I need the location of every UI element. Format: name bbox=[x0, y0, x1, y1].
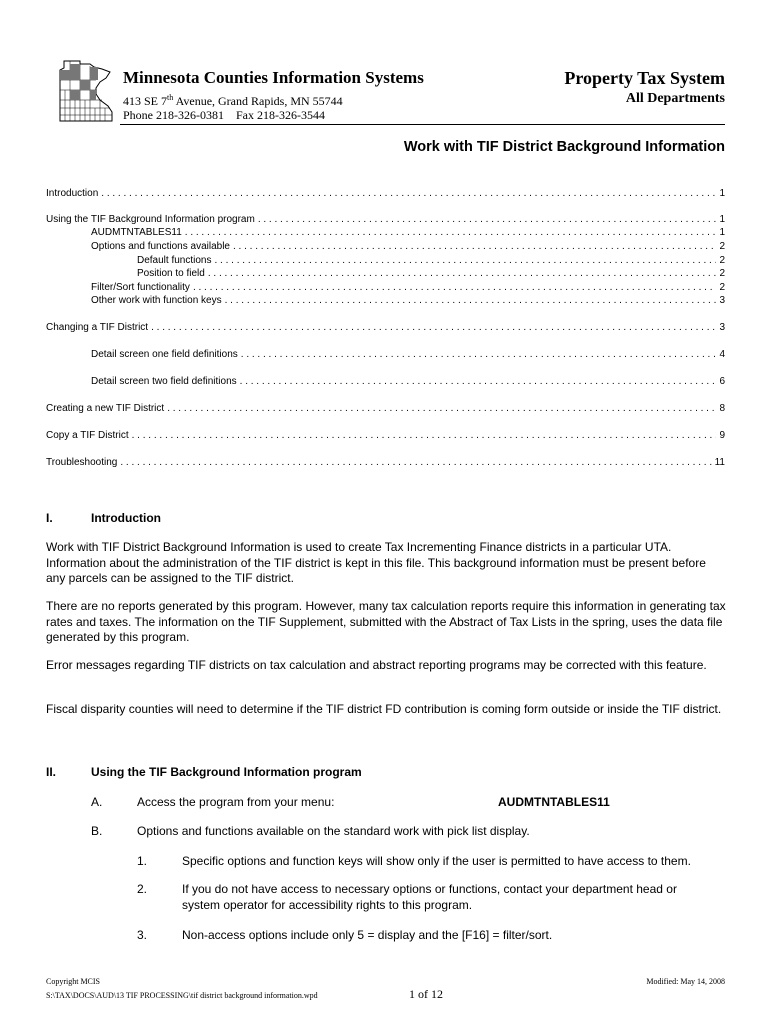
toc-entry: Detail screen one field definitions . . . 4 bbox=[91, 348, 725, 361]
list-item: Non-access options include only 5 = display and the [F16] = filter/sort. bbox=[182, 928, 553, 942]
toc-entry: Introduction . . . 1 bbox=[46, 187, 725, 200]
toc-entry: Troubleshooting . . . 11 bbox=[46, 456, 725, 469]
body-paragraph: Fiscal disparity counties will need to determine if the TIF district FD contribution is coming form outside or inside the TIF district. bbox=[46, 702, 722, 716]
body-paragraph: Work with TIF District Background Information is used to create Tax Incrementing Finance districts in a particular UTA. Information about the administration of the TIF district is kept in this file. This background information must be present before any parcels can be assigned to the TIF district. bbox=[46, 540, 706, 585]
body-paragraph: There are no reports generated by this program. However, many tax calculation reports require this information in generating tax rates and taxes. The information on the TIF Supplement, submitted with the Abstract of Tax Lists in the spring, uses the data file generated by this program. bbox=[46, 599, 726, 644]
organization-phone: Phone 218-326-0381 Fax 218-326-3544 bbox=[123, 108, 325, 122]
organization-address: 413 SE 7th Avenue, Grand Rapids, MN 55744 bbox=[123, 93, 343, 108]
body-paragraph: Error messages regarding TIF districts on tax calculation and abstract reporting programs may be corrected with this feature. bbox=[46, 658, 707, 672]
toc-entry: Options and functions available . . . 2 bbox=[91, 240, 725, 253]
department-name: All Departments bbox=[625, 91, 725, 106]
list-marker: 1. bbox=[137, 854, 148, 868]
toc-entry: Copy a TIF District . . . 9 bbox=[46, 429, 725, 442]
footer-file-path: S:\TAX\DOCS\AUD\13 TIF PROCESSING\tif district background information.wpd bbox=[46, 991, 318, 1000]
section-heading: Using the TIF Background Information program bbox=[91, 765, 362, 779]
list-item: Options and functions available on the standard work with pick list display. bbox=[137, 824, 530, 838]
document-title: Work with TIF District Background Information bbox=[403, 139, 725, 155]
footer-modified-date: Modified: May 14, 2008 bbox=[646, 977, 725, 986]
minnesota-state-logo bbox=[56, 60, 114, 122]
list-item: Specific options and function keys will show only if the user is permitted to have access to them. bbox=[182, 854, 691, 868]
toc-entry: Detail screen two field definitions . . . 6 bbox=[91, 375, 725, 388]
header-rule bbox=[120, 124, 725, 125]
organization-name: Minnesota Counties Information Systems bbox=[123, 68, 424, 87]
system-name: Property Tax System bbox=[564, 68, 725, 88]
list-item: If you do not have access to necessary options or functions, contact your department head or system operator for accessibility rights to this program. bbox=[182, 882, 677, 912]
toc-entry: Filter/Sort functionality . . . 2 bbox=[91, 281, 725, 294]
list-marker: A. bbox=[91, 795, 103, 809]
section-heading: Introduction bbox=[91, 511, 161, 525]
section-number: II. bbox=[46, 765, 57, 779]
list-marker: 2. bbox=[137, 882, 148, 896]
list-marker: 3. bbox=[137, 928, 148, 942]
footer-page-number: 1 of 12 bbox=[409, 987, 443, 1001]
toc-entry: Other work with function keys . . . 3 bbox=[91, 294, 725, 307]
toc-entry: Changing a TIF District . . . 3 bbox=[46, 321, 725, 334]
toc-entry: AUDMTNTABLES11 . . . 1 bbox=[91, 226, 725, 239]
toc-entry: Creating a new TIF District . . . 8 bbox=[46, 402, 725, 415]
list-item: Access the program from your menu: bbox=[137, 795, 335, 809]
list-marker: B. bbox=[91, 824, 103, 838]
toc-entry: Default functions . . . 2 bbox=[137, 254, 725, 267]
menu-code: AUDMTNTABLES11 bbox=[498, 795, 610, 809]
footer-copyright: Copyright MCIS bbox=[46, 977, 101, 986]
toc-entry: Position to field . . . 2 bbox=[137, 267, 725, 280]
toc-entry: Using the TIF Background Information program . . . 1 bbox=[46, 213, 725, 226]
section-number: I. bbox=[46, 511, 53, 525]
